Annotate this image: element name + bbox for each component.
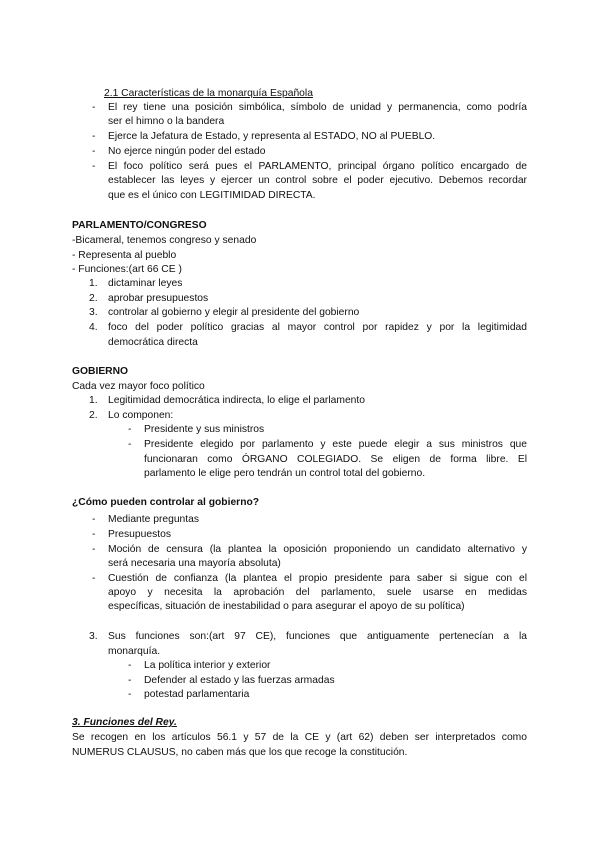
rey-heading: 3. Funciones del Rey. — [72, 717, 177, 728]
parlamento-function-4-line-2: democrática directa — [108, 337, 198, 348]
bullet-dash: - — [128, 660, 132, 671]
list-number: 2. — [89, 293, 98, 304]
parlamento-function-1: dictaminar leyes — [108, 278, 183, 289]
parlamento-function-3: controlar al gobierno y elegir al presidente del gobierno — [108, 307, 360, 318]
parlamento-function-2: aprobar presupuestos — [108, 293, 209, 304]
bullet-dash: - — [92, 514, 96, 525]
list-number: 2. — [89, 410, 98, 421]
funciones97-line-2: monarquía. — [108, 646, 161, 657]
bullet-dash: - — [92, 146, 96, 157]
parlamento-line-2: - Representa al pueblo — [72, 250, 177, 261]
list-number: 3. — [89, 307, 98, 318]
gobierno-heading: GOBIERNO — [72, 366, 129, 377]
funciones97-subitem-2: Defender al estado y las fuerzas armadas — [144, 675, 335, 686]
funciones97-line-1: Sus funciones son:(art 97 CE), funciones que antiguamente pertenecían a la — [108, 631, 527, 642]
funciones97-subitem-1: La política interior y exterior — [144, 660, 271, 671]
bullet-dash: - — [128, 439, 132, 450]
gobierno-subitem-2-line-1: Presidente elegido por parlamento y este puede elegir a sus ministros que — [144, 439, 527, 450]
s21-item-4-line-1: El foco político será pues el PARLAMENTO, principal órgano político encargado de — [108, 161, 527, 172]
s21-item-1-line-1: El rey tiene una posición simbólica, símbolo de unidad y permanencia, como podría — [108, 102, 527, 113]
control-item-2: Presupuestos — [108, 529, 171, 540]
gobierno-subitem-1: Presidente y sus ministros — [144, 424, 265, 435]
control-item-3-line-1: Moción de censura (la plantea la oposición proponiendo un candidato alternativo y — [108, 544, 527, 555]
bullet-dash: - — [128, 424, 132, 435]
funciones97-subitem-3: potestad parlamentaria — [144, 689, 250, 700]
bullet-dash: - — [128, 689, 132, 700]
control-item-1: Mediante preguntas — [108, 514, 200, 525]
bullet-dash: - — [92, 573, 96, 584]
control-item-4-line-3: específicas, situación de inestabilidad o para asegurar el apoyo de su política) — [108, 601, 465, 612]
gobierno-subitem-2-line-3: parlamento le elige pero tendrán un control total del gobierno. — [144, 468, 426, 479]
list-number: 4. — [89, 322, 98, 333]
s21-item-1-line-2: ser el himno o la bandera — [108, 116, 225, 127]
gobierno-item-2: Lo componen: — [108, 410, 174, 421]
rey-line-1: Se recogen en los artículos 56.1 y 57 de la CE y (art 62) deben ser interpretados como — [72, 732, 527, 743]
bullet-dash: - — [92, 544, 96, 555]
list-number: 3. — [89, 631, 98, 642]
parlamento-line-3: - Funciones:(art 66 CE ) — [72, 264, 182, 275]
gobierno-item-1: Legitimidad democrática indirecta, lo elige el parlamento — [108, 395, 365, 406]
section-2-1-heading: 2.1 Características de la monarquía Española — [104, 88, 313, 99]
control-heading: ¿Cómo pueden controlar al gobierno? — [72, 497, 260, 508]
list-number: 1. — [89, 278, 98, 289]
s21-item-4-line-3: que es el único con LEGITIMIDAD DIRECTA. — [108, 190, 316, 201]
list-number: 1. — [89, 395, 98, 406]
control-item-4-line-2: apoyo y necesita la aprobación del parlamento, suele usarse en medidas — [108, 587, 527, 598]
s21-item-3: No ejerce ningún poder del estado — [108, 146, 266, 157]
bullet-dash: - — [128, 675, 132, 686]
control-item-4-line-1: Cuestión de confianza (la plantea el propio presidente para saber si sigue con el — [108, 573, 527, 584]
bullet-dash: - — [92, 161, 96, 172]
bullet-dash: - — [92, 102, 96, 113]
control-item-3-line-2: será necesaria una mayoría absoluta) — [108, 558, 281, 569]
bullet-dash: - — [92, 529, 96, 540]
parlamento-heading: PARLAMENTO/CONGRESO — [72, 220, 207, 231]
parlamento-function-4-line-1: foco del poder político gracias al mayor control por rapidez y por la legitimidad — [108, 322, 527, 333]
bullet-dash: - — [92, 131, 96, 142]
gobierno-subitem-2-line-2: funcionaran como ÓRGANO COLEGIADO. Se eligen de forma libre. El — [144, 454, 527, 465]
s21-item-4-line-2: establecer las leyes y ejercer un control sobre el poder ejecutivo. Debemos recordar — [108, 175, 527, 186]
parlamento-line-1: -Bicameral, tenemos congreso y senado — [72, 235, 257, 246]
gobierno-intro: Cada vez mayor foco político — [72, 381, 205, 392]
s21-item-2: Ejerce la Jefatura de Estado, y representa al ESTADO, NO al PUEBLO. — [108, 131, 436, 142]
rey-line-2: NUMERUS CLAUSUS, no caben más que los que recoge la constitución. — [72, 747, 408, 758]
